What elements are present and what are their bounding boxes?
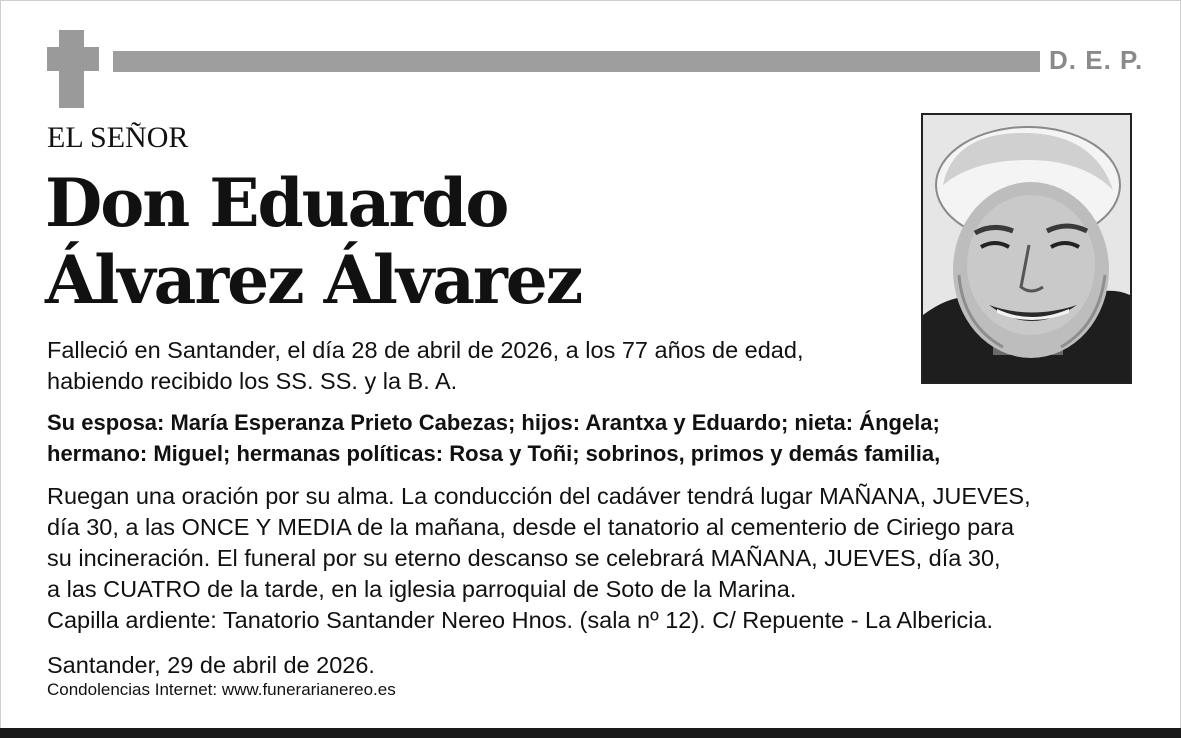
condolences-web: Condolencias Internet: www.funerarianereo.es [47,680,396,699]
service-details-line: día 30, a las ONCE Y MEDIA de la mañana, desde el tanatorio al cementerio de Ciriego para [47,514,1015,540]
deceased-name-line1: Don Eduardo [45,164,508,242]
title-prefix: EL SEÑOR [47,121,189,154]
family-list-line: Su esposa: María Esperanza Prieto Cabezas; hijos: Arantxa y Eduardo; nieta: Ángela; [47,410,940,435]
cross-icon-horizontal [47,47,99,71]
service-details-line: Ruegan una oración por su alma. La conducción del cadáver tendrá lugar MAÑANA, JUEVES, [47,483,1031,509]
service-details-line: su incineración. El funeral por su eterno descanso se celebrará MAÑANA, JUEVES, día 30, [47,545,1001,571]
header-rule [113,51,1040,72]
deceased-name-line2: Álvarez Álvarez [45,241,582,319]
dep-label: D. E. P. [1049,45,1144,75]
service-details-line: Capilla ardiente: Tanatorio Santander Nereo Hnos. (sala nº 12). C/ Repuente - La Albericia. [47,607,994,633]
death-announcement [47,335,803,397]
family-list [47,407,940,469]
death-announcement-line: Falleció en Santander, el día 28 de abril de 2026, a los 77 años de edad, [47,337,804,363]
service-details [47,481,1031,636]
death-announcement-line: habiendo recibido los SS. SS. y la B. A. [47,368,458,394]
family-list-line: hermano: Miguel; hermanas políticas: Rosa y Toñi; sobrinos, primos y demás familia, [47,441,941,466]
service-details-line: a las CUATRO de la tarde, en la iglesia parroquial de Soto de la Marina. [47,576,797,602]
portrait-photo [921,113,1132,384]
portrait-illustration [923,115,1130,382]
place-date: Santander, 29 de abril de 2026. [47,652,375,678]
bottom-bar [0,728,1181,738]
